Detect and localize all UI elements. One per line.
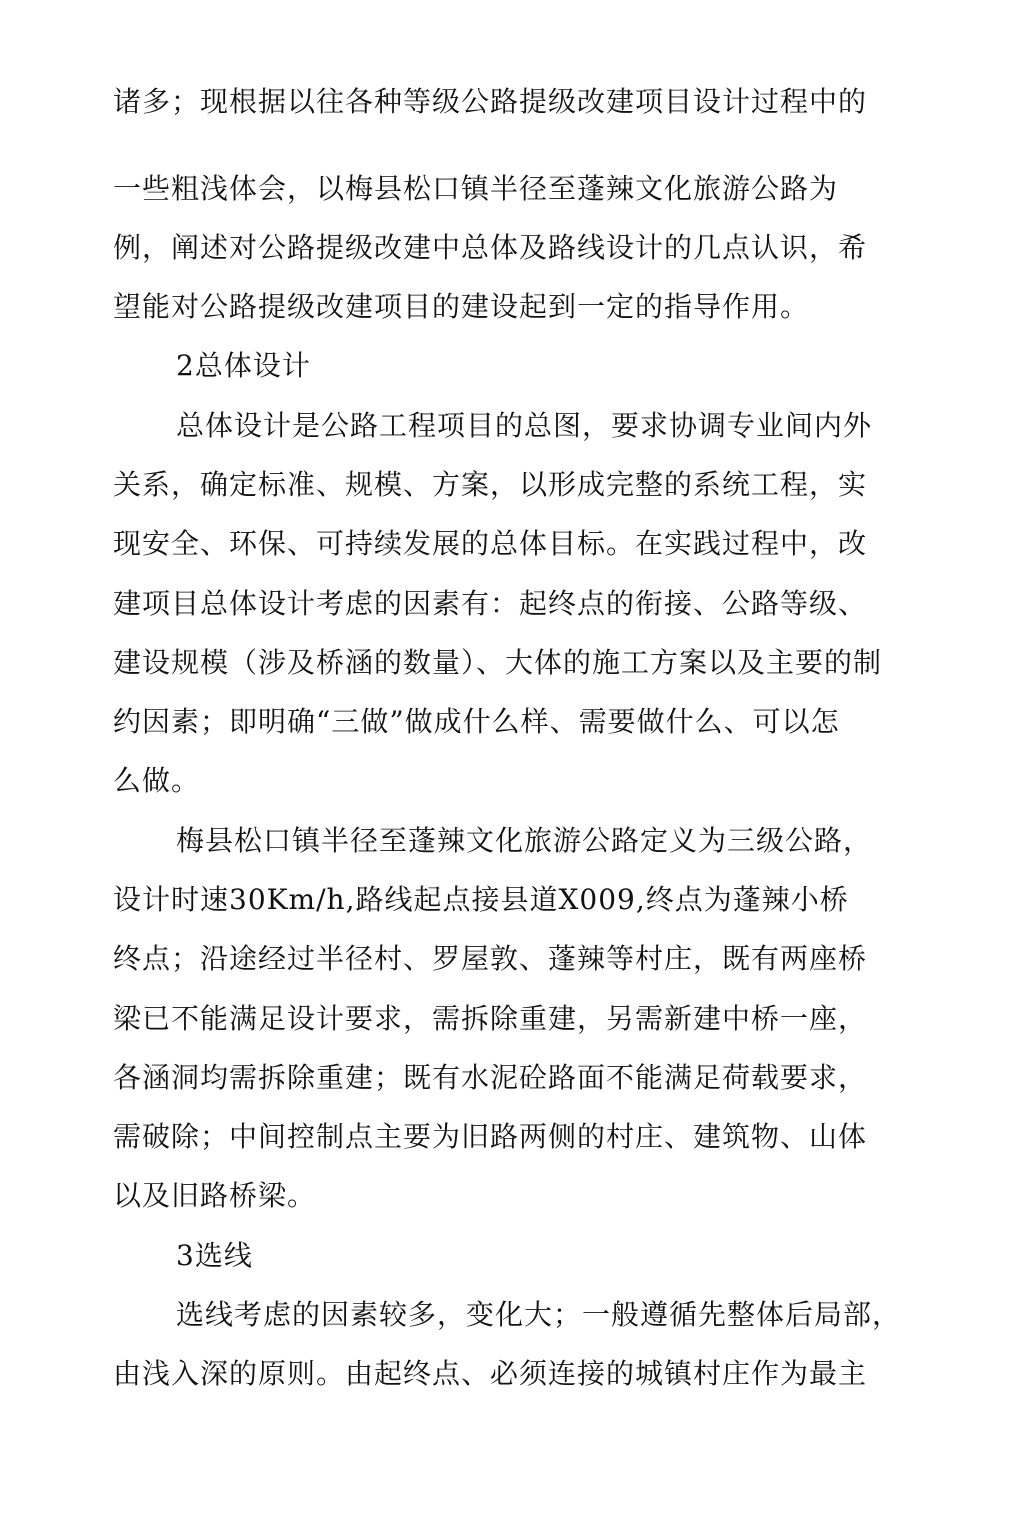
paragraph-line: 各涵洞均需拆除重建；既有水泥砼路面不能满足荷载要求， xyxy=(113,1061,868,1094)
paragraph-line: 建设规模（涉及桥涵的数量）、大体的施工方案以及主要的制 xyxy=(113,646,883,679)
paragraph-line: 总体设计是公路工程项目的总图，要求协调专业间内外 xyxy=(176,409,873,442)
paragraph-line: 梁已不能满足设计要求，需拆除重建，另需新建中桥一座， xyxy=(113,1002,868,1035)
paragraph-line: 例，阐述对公路提级改建中总体及路线设计的几点认识，希 xyxy=(113,231,868,264)
paragraph-line: 建项目总体设计考虑的因素有：起终点的衔接、公路等级、 xyxy=(113,587,868,620)
paragraph-line: 需破除；中间控制点主要为旧路两侧的村庄、建筑物、山体 xyxy=(113,1120,868,1153)
paragraph-line: 终点；沿途经过半径村、罗屋敦、蓬辣等村庄，既有两座桥 xyxy=(113,942,868,975)
paragraph-line: 约因素；即明确“三做”做成什么样、需要做什么、可以怎 xyxy=(113,705,840,738)
paragraph-line: 梅县松口镇半径至蓬辣文化旅游公路定义为三级公路， xyxy=(176,824,873,857)
paragraph-line: 以及旧路桥梁。 xyxy=(113,1179,317,1212)
paragraph-line: 现安全、环保、可持续发展的总体目标。在实践过程中，改 xyxy=(113,527,868,560)
paragraph-line: 一些粗浅体会，以梅县松口镇半径至蓬辣文化旅游公路为 xyxy=(113,172,839,205)
paragraph-line: 么做。 xyxy=(113,764,201,797)
section-heading: 3选线 xyxy=(176,1239,253,1272)
paragraph-line: 关系，确定标准、规模、方案，以形成完整的系统工程，实 xyxy=(113,468,868,501)
paragraph-line: 设计时速30Km/h,路线起点接县道X009,终点为蓬辣小桥 xyxy=(113,883,849,916)
section-heading: 2总体设计 xyxy=(176,349,311,382)
paragraph-line: 望能对公路提级改建项目的建设起到一定的指导作用。 xyxy=(113,290,810,323)
paragraph-line: 诸多；现根据以往各种等级公路提级改建项目设计过程中的 xyxy=(113,85,868,118)
paragraph-line: 由浅入深的原则。由起终点、必须连接的城镇村庄作为最主 xyxy=(113,1357,868,1390)
paragraph-line: 选线考虑的因素较多，变化大；一般遵循先整体后局部， xyxy=(176,1298,902,1331)
